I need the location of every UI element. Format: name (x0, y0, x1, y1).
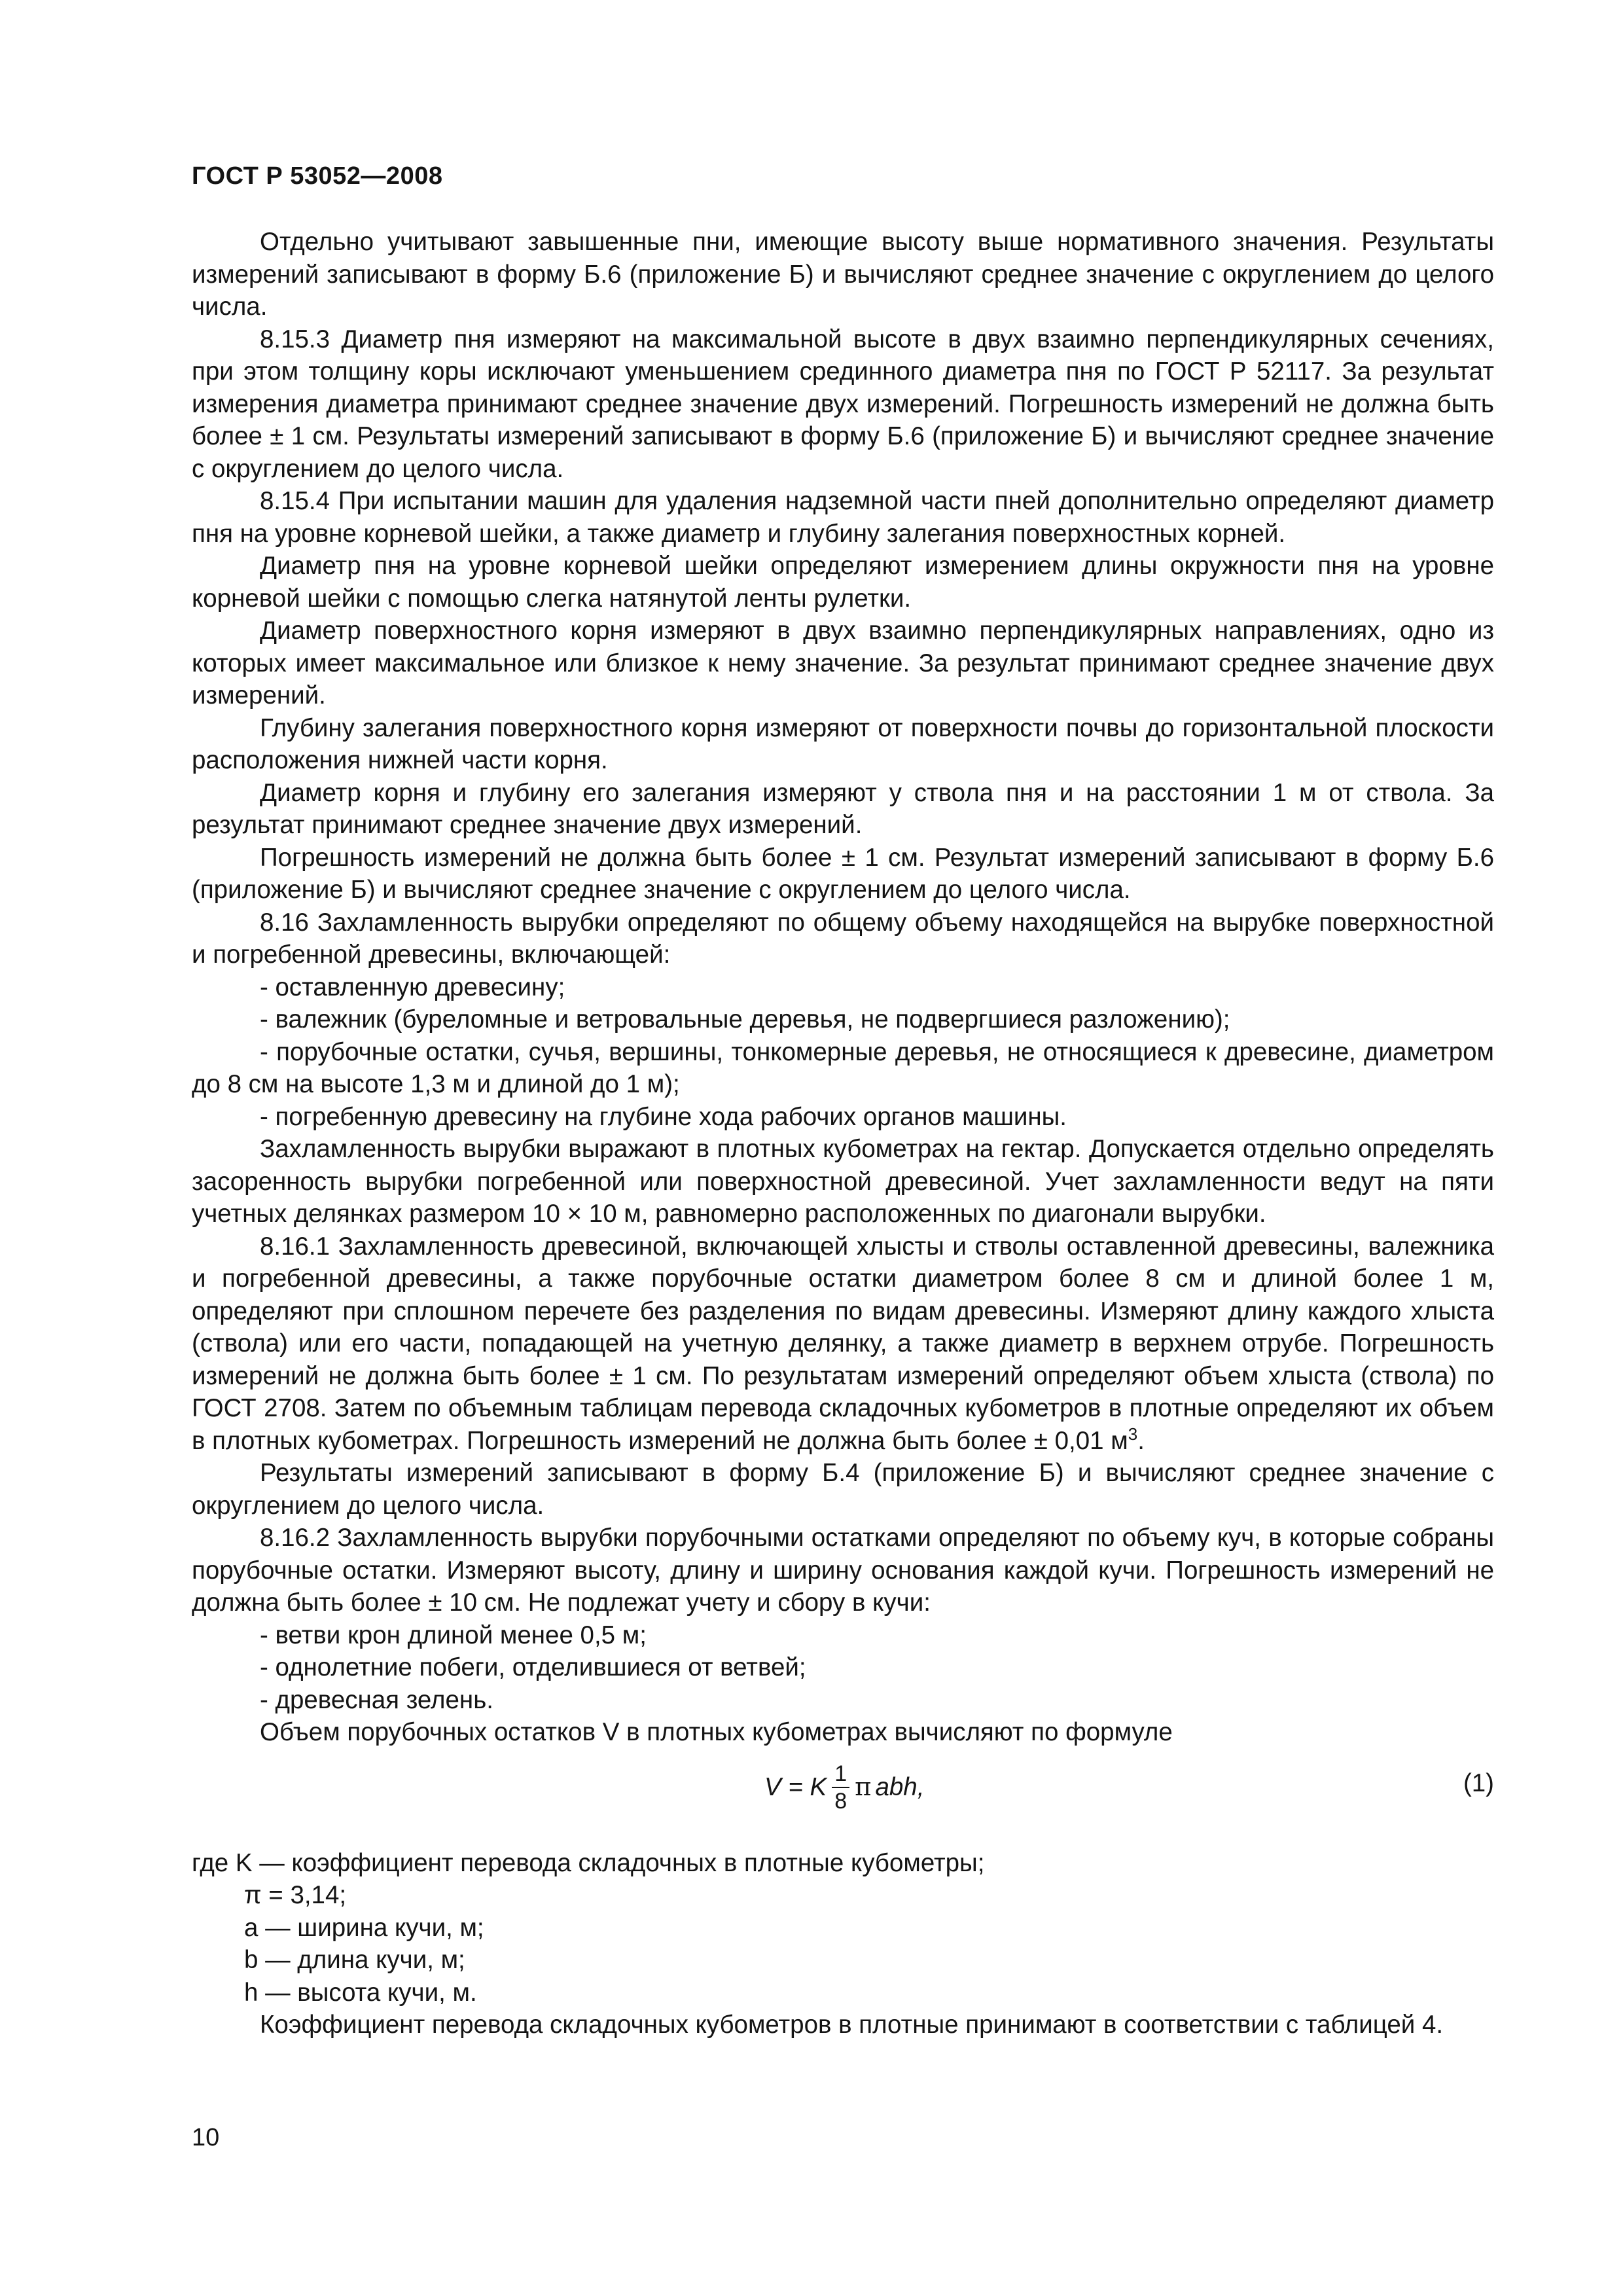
variable-definition-pi: π = 3,14; (244, 1881, 347, 1909)
pi-symbol: π (855, 1772, 872, 1802)
paragraph: Результаты измерений записывают в форму Б.4 (приложение Б) и вычисляют среднее значение с округлением до целого числа. (192, 1459, 1494, 1520)
variable-definition-a: a — ширина кучи, м; (244, 1913, 484, 1942)
list-item: - оставленную древесину; (260, 973, 565, 1001)
paragraph: Погрешность измерений не должна быть более ± 1 см. Результат измерений записывают в форму Б.6 (приложение Б) и вычисляют среднее значение с округлением до целого числа. (192, 843, 1494, 904)
paragraph: Отдельно учитывают завышенные пни, имеющие высоту выше нормативного значения. Результаты измерений записывают в форму Б.6 (приложение Б) и вычисляют среднее значение с округлением до целого числа. (192, 228, 1494, 321)
paragraph: Захламленность вырубки выражают в плотных кубометрах на гектар. Допускается отдельно определять засоренность вырубки погребенной или поверхностной древесиной. Учет захламленности ведут на пяти учетных делянках размером 10 × 10 м, равномерно расположенных по диагонали вырубки. (192, 1135, 1494, 1228)
fraction-denominator: 8 (834, 1788, 847, 1814)
variable-definition-b: b — длина кучи, м; (244, 1946, 465, 1974)
variable-definition-h: h — высота кучи, м. (244, 1978, 477, 2007)
superscript: 3 (1128, 1424, 1138, 1444)
paragraph-closing: Коэффициент перевода складочных кубометров в плотные принимают в соответствии с таблицей 4. (260, 2011, 1444, 2039)
paragraph-8-16: 8.16 Захламленность вырубки определяют по общему объему находящейся на вырубке поверхностной и погребенной древесины, включающей: (192, 908, 1494, 969)
paragraph-8-15-3: 8.15.3 Диаметр пня измеряют на максимальной высоте в двух взаимно перпендикулярных сечениях, при этом толщину коры исключают уменьшением срединного диаметра пня по ГОСТ Р 52117. За результат измерения диаметра принимают среднее значение двух измерений. Погрешность измерений не должна быть более ± 1 см. Результаты измерений записывают в форму Б.6 (приложение Б) и вычисляют среднее значение с округлением до целого числа. (192, 325, 1494, 483)
formula-fraction (832, 1761, 849, 1814)
paragraph: Диаметр корня и глубину его залегания измеряют у ствола пня и на расстоянии 1 м от ствола. За результат принимают среднее значение двух измерений. (192, 778, 1494, 839)
paragraph-text: 8.16.1 Захламленность древесиной, включающей хлысты и стволы оставленной древесины, валежника и погребенной древесины, а также порубочные остатки диаметром более 8 см и длиной более 1 м, определяют при сплошном перечете без разделения по видам древесины. Измеряют длину каждого хлыста (ствола) или его части, попадающей на учетную делянку, а также диаметр в верхнем отрубе. Погрешность измерений не должна быть более ± 1 см. По результатам измерений определяют объем хлыста (ствола) по ГОСТ 2708. Затем по объемным таблицам перевода складочных кубометров в плотные определяют их объем в плотных кубометрах. Погрешность измерений не должна быть более ± 0,01 м (192, 1232, 1494, 1455)
page-number: 10 (192, 2124, 220, 2151)
paragraph: Глубину залегания поверхностного корня измеряют от поверхности почвы до горизонтальной плоскости расположения нижней части корня. (192, 713, 1494, 774)
formula-rhs: abh, (875, 1772, 925, 1801)
list-item: - ветви крон длиной менее 0,5 м; (260, 1621, 647, 1649)
paragraph-formula-intro: Объем порубочных остатков V в плотных кубометрах вычисляют по формуле (260, 1718, 1173, 1746)
where-definition: где K — коэффициент перевода складочных в плотные кубометры; (192, 1848, 985, 1877)
equation-number: (1) (1463, 1768, 1494, 1797)
paragraph-end: . (1137, 1426, 1145, 1455)
formula-block (192, 1751, 1494, 1840)
list-item: - древесная зелень. (260, 1685, 493, 1714)
formula-lhs: V = K (764, 1772, 827, 1801)
list-item: - погребенную древесину на глубине хода рабочих органов машины. (260, 1102, 1067, 1131)
paragraph-8-15-4: 8.15.4 При испытании машин для удаления надземной части пней дополнительно определяют диаметр пня на уровне корневой шейки, а также диаметр и глубину залегания поверхностных корней. (192, 487, 1494, 548)
fraction-numerator: 1 (832, 1761, 849, 1788)
list-item: - валежник (буреломные и ветровальные деревья, не подвергшиеся разложению); (260, 1005, 1230, 1033)
document-body (192, 226, 1494, 2041)
document-header: ГОСТ Р 53052—2008 (192, 162, 443, 190)
paragraph: Диаметр пня на уровне корневой шейки определяют измерением длины окружности пня на уровне корневой шейки с помощью слегка натянутой ленты рулетки. (192, 552, 1494, 613)
paragraph: Диаметр поверхностного корня измеряют в двух взаимно перпендикулярных направлениях, одно из которых имеет максимальное или близкое к нему значение. За результат принимают среднее значение двух измерений. (192, 617, 1494, 709)
list-item: - однолетние побеги, отделившиеся от ветвей; (260, 1653, 806, 1681)
paragraph-8-16-2: 8.16.2 Захламленность вырубки порубочными остатками определяют по объему куч, в которые собраны порубочные остатки. Измеряют высоту, длину и ширину основания каждой кучи. Погрешность измерений не должна быть более ± 10 см. Не подлежат учету и сбору в кучи: (192, 1524, 1494, 1617)
list-item: - порубочные остатки, сучья, вершины, тонкомерные деревья, не относящиеся к древесине, диаметром до 8 см на высоте 1,3 м и длиной до 1 м); (192, 1037, 1494, 1098)
formula (764, 1761, 924, 1814)
paragraph-8-16-1 (192, 1230, 1494, 1458)
